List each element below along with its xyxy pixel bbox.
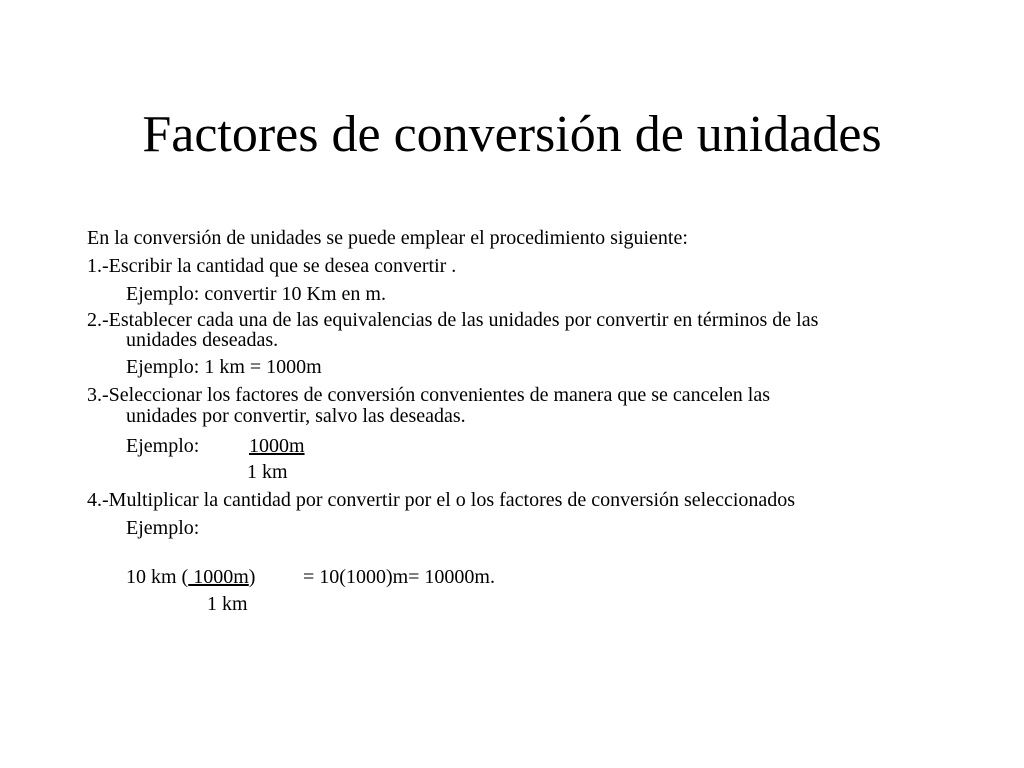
step4-calculation: [126, 566, 255, 588]
step3-example-label: Ejemplo:: [126, 435, 200, 457]
calc-prefix: 10 km (: [126, 566, 189, 588]
step2-text-line1: 2.-Establecer cada una de las equivalencias de las unidades por convertir en términos de las: [87, 309, 819, 331]
calc-result: = 10(1000)m= 10000m.: [303, 566, 495, 588]
step4-example-label: Ejemplo:: [126, 517, 200, 539]
calc-suffix: ): [248, 566, 256, 588]
step3-fraction-numerator: 1000m: [249, 435, 305, 457]
step3-text-line2: unidades por convertir, salvo las deseadas.: [126, 405, 466, 427]
step1-example: Ejemplo: convertir 10 Km en m.: [126, 283, 386, 305]
step2-text-line2: unidades deseadas.: [126, 329, 279, 351]
step3-text-line1: 3.-Seleccionar los factores de conversión convenientes de manera que se cancelen las: [87, 384, 771, 406]
slide-title: Factores de conversión de unidades: [142, 106, 882, 163]
step3-fraction-denominator: 1 km: [247, 461, 288, 483]
intro-text: En la conversión de unidades se puede emplear el procedimiento siguiente:: [87, 227, 688, 249]
calc-numerator: 1000m: [188, 566, 249, 588]
calc-denominator: 1 km: [207, 593, 248, 615]
step2-example: Ejemplo: 1 km = 1000m: [126, 356, 322, 378]
step1-text: 1.-Escribir la cantidad que se desea convertir .: [87, 255, 457, 277]
step4-text: 4.-Multiplicar la cantidad por convertir por el o los factores de conversión seleccionados: [87, 489, 796, 511]
